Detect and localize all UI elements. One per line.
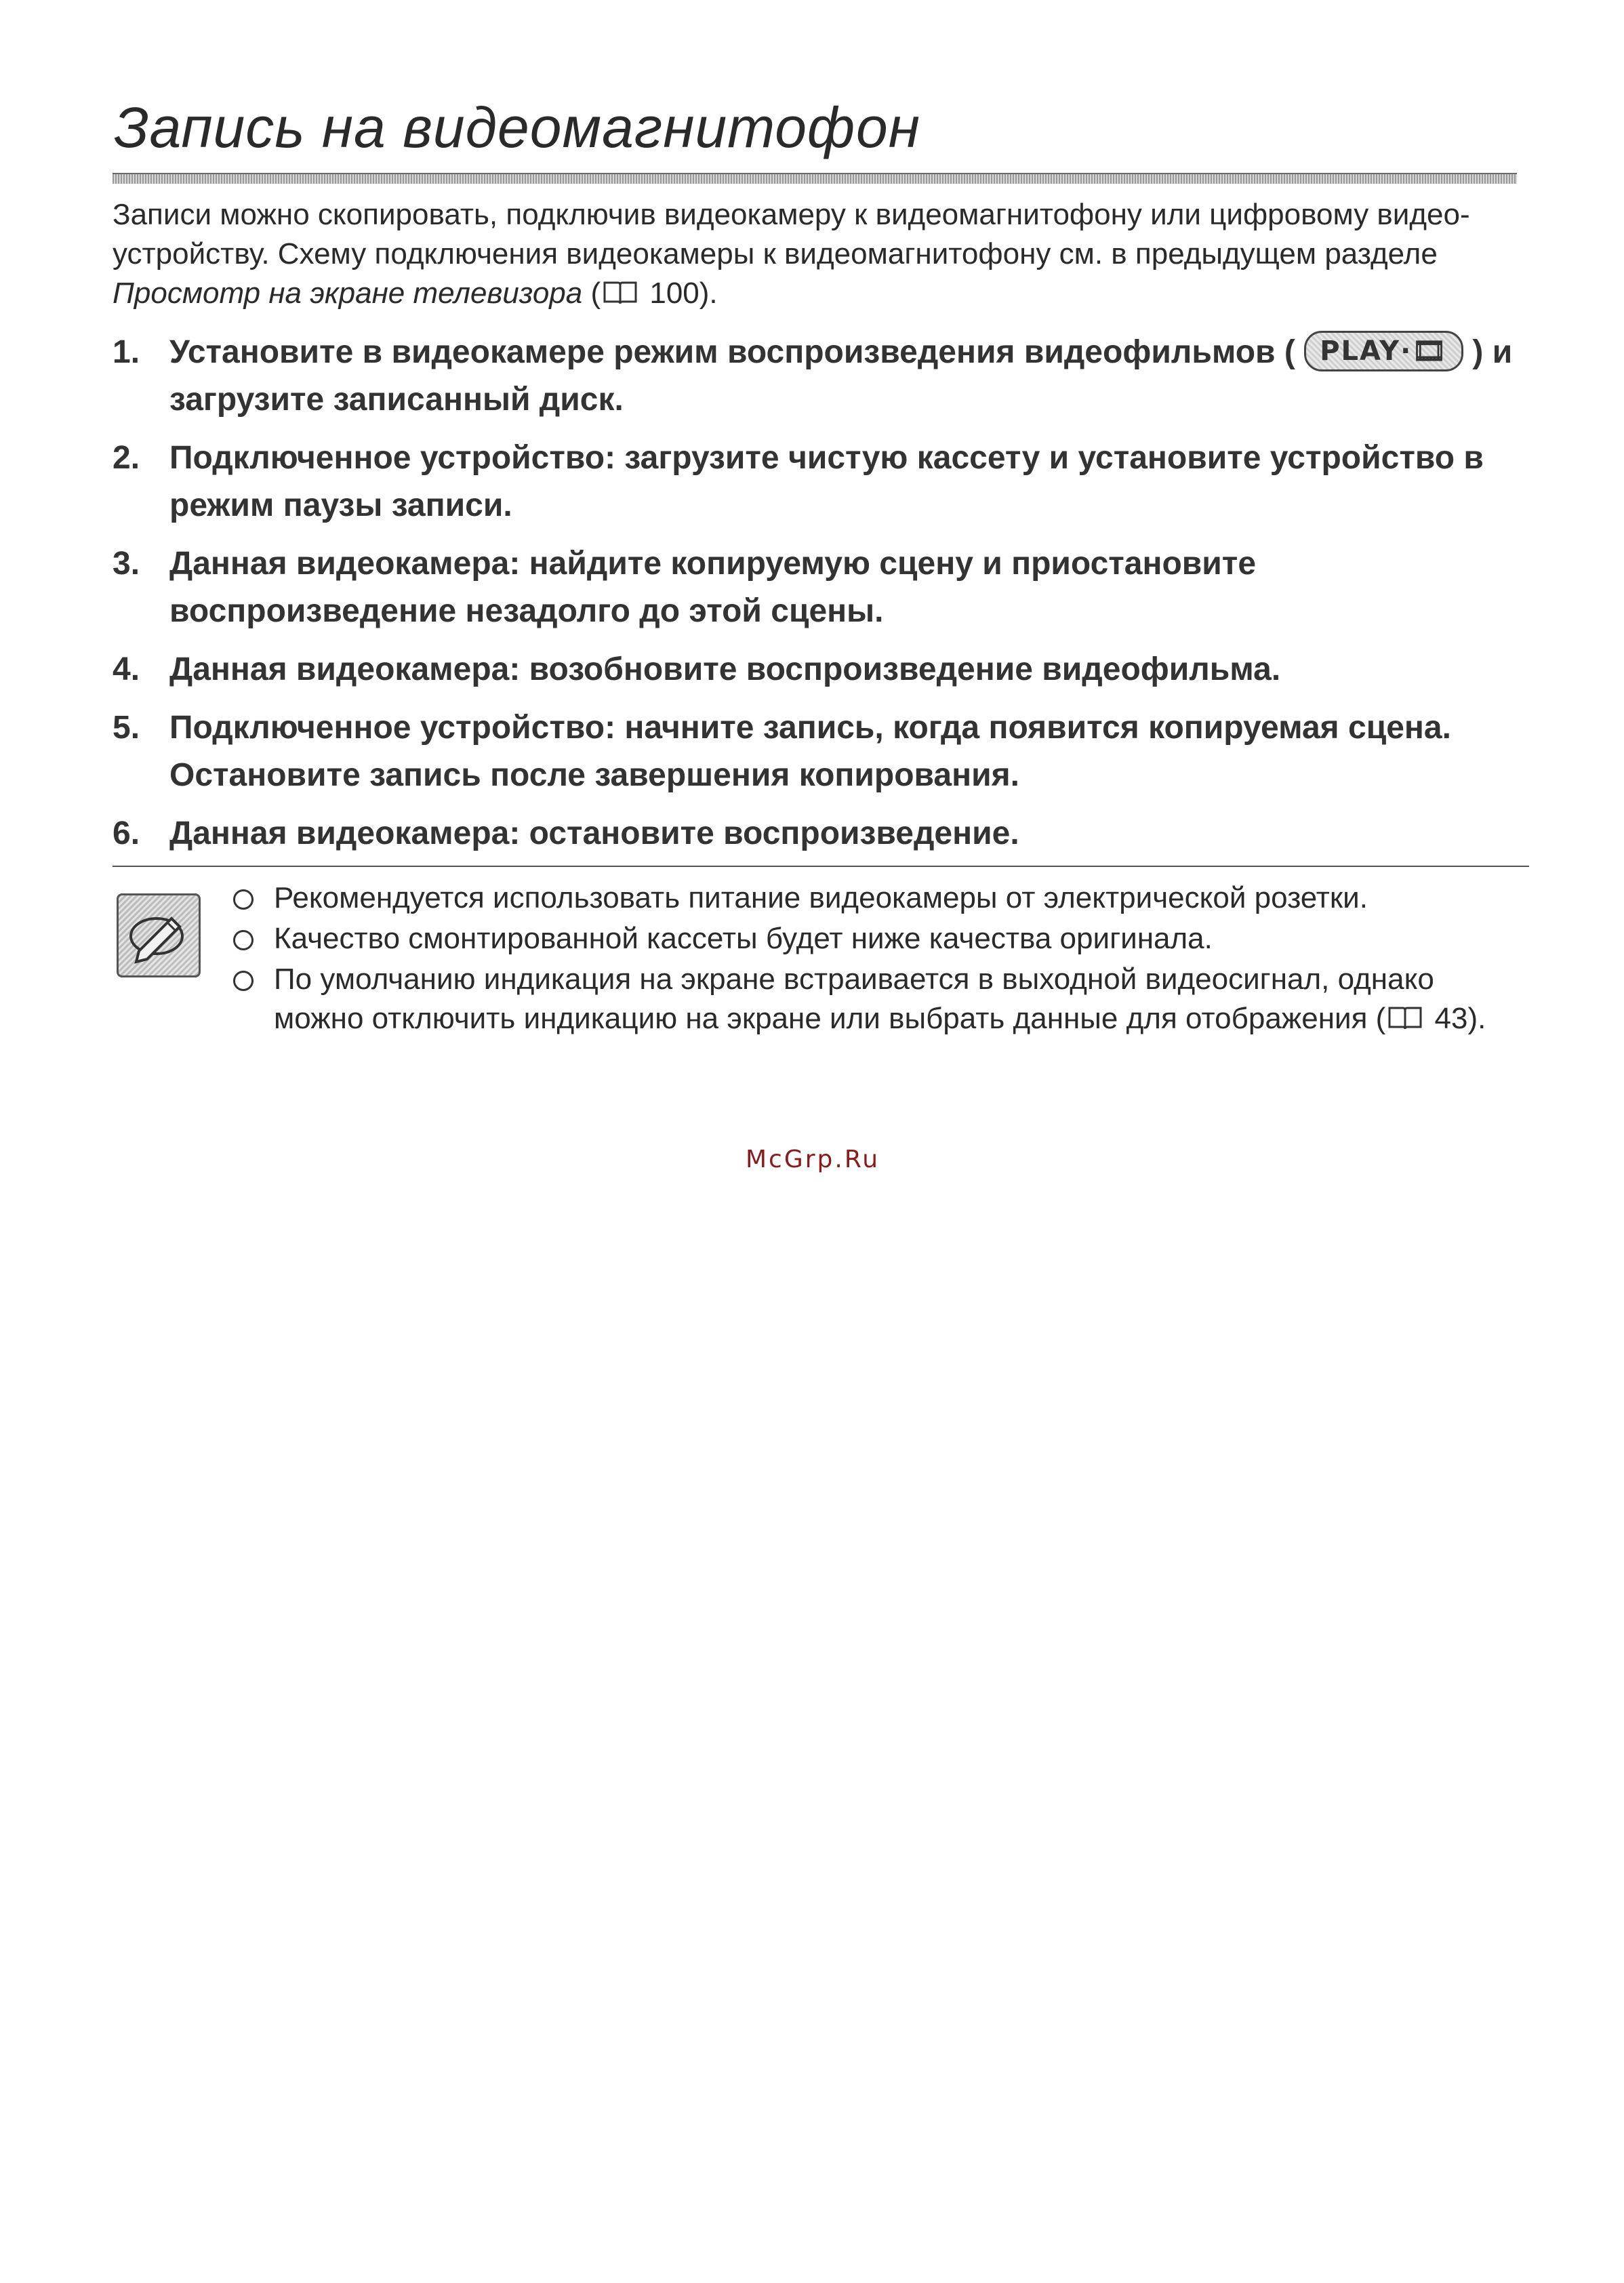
intro-section-reference: Просмотр на экране телевизора xyxy=(113,277,583,310)
note-text-before: По умолчанию индикация на экране встраивается в выходной видеосигнал, однако можно отключить индикацию на экране или выбрать данные для отображения ( xyxy=(274,963,1434,1035)
intro-ref-open: ( xyxy=(582,277,601,310)
step-item xyxy=(113,329,1529,424)
book-icon xyxy=(602,277,638,316)
intro-ref-page: 100). xyxy=(641,277,718,310)
intro-paragraph xyxy=(113,195,1522,316)
step-text-after: ) и загрузите записанный диск. xyxy=(169,334,1513,418)
step-number: 3. xyxy=(113,546,140,582)
circle-bullet-icon xyxy=(233,930,253,950)
page-title: Запись на видеомагнитофон xyxy=(114,96,920,159)
intro-line-2: устройству. Схему подключения видеокамеры к видеомагнитофону см. в предыдущем разделе xyxy=(113,237,1438,270)
step-text: Данная видеокамера: остановите воспроизведение. xyxy=(169,815,1019,851)
play-mode-button: PLAY·🎞 xyxy=(1304,331,1463,371)
circle-bullet-icon xyxy=(233,889,253,910)
step-text-before: Установите в видеокамере режим воспроизведения видеофильмов ( xyxy=(169,334,1295,370)
note-item xyxy=(233,919,1521,958)
notes-divider xyxy=(113,866,1529,867)
title-underline xyxy=(113,173,1517,184)
step-item xyxy=(113,646,1529,693)
note-text-after: 43). xyxy=(1426,1002,1486,1035)
step-number: 5. xyxy=(113,710,140,746)
note-item xyxy=(233,960,1521,1041)
note-item xyxy=(233,878,1521,918)
note-pencil-icon xyxy=(117,893,201,977)
note-text: Рекомендуется использовать питание видеокамеры от электрической розетки. xyxy=(274,881,1368,914)
intro-line-1: Записи можно скопировать, подключив видеокамеру к видеомагнитофону или цифровому видео- xyxy=(113,198,1470,231)
steps-list xyxy=(113,329,1529,868)
step-text: Данная видеокамера: возобновите воспроизведение видеофильма. xyxy=(169,651,1281,687)
step-text: Подключенное устройство: начните запись, когда появится копируемая сцена. Остановите запись после завершения копирования. xyxy=(169,710,1451,793)
watermark-link[interactable]: McGrp.Ru xyxy=(746,1146,880,1173)
step-item xyxy=(113,540,1529,635)
step-item xyxy=(113,810,1529,857)
step-item xyxy=(113,435,1529,529)
step-item xyxy=(113,704,1529,799)
book-icon xyxy=(1387,1002,1423,1041)
step-text: Данная видеокамера: найдите копируемую сцену и приостановите воспроизведение незадолго до этой сцены. xyxy=(169,546,1257,629)
step-number: 6. xyxy=(113,815,140,851)
step-number: 2. xyxy=(113,440,140,476)
step-text: Подключенное устройство: загрузите чистую кассету и установите устройство в режим паузы записи. xyxy=(169,440,1484,523)
circle-bullet-icon xyxy=(233,971,253,991)
step-number: 4. xyxy=(113,651,140,687)
notes-list xyxy=(233,878,1521,1043)
step-number: 1. xyxy=(113,334,140,370)
note-text: Качество смонтированной кассеты будет ниже качества оригинала. xyxy=(274,922,1213,955)
